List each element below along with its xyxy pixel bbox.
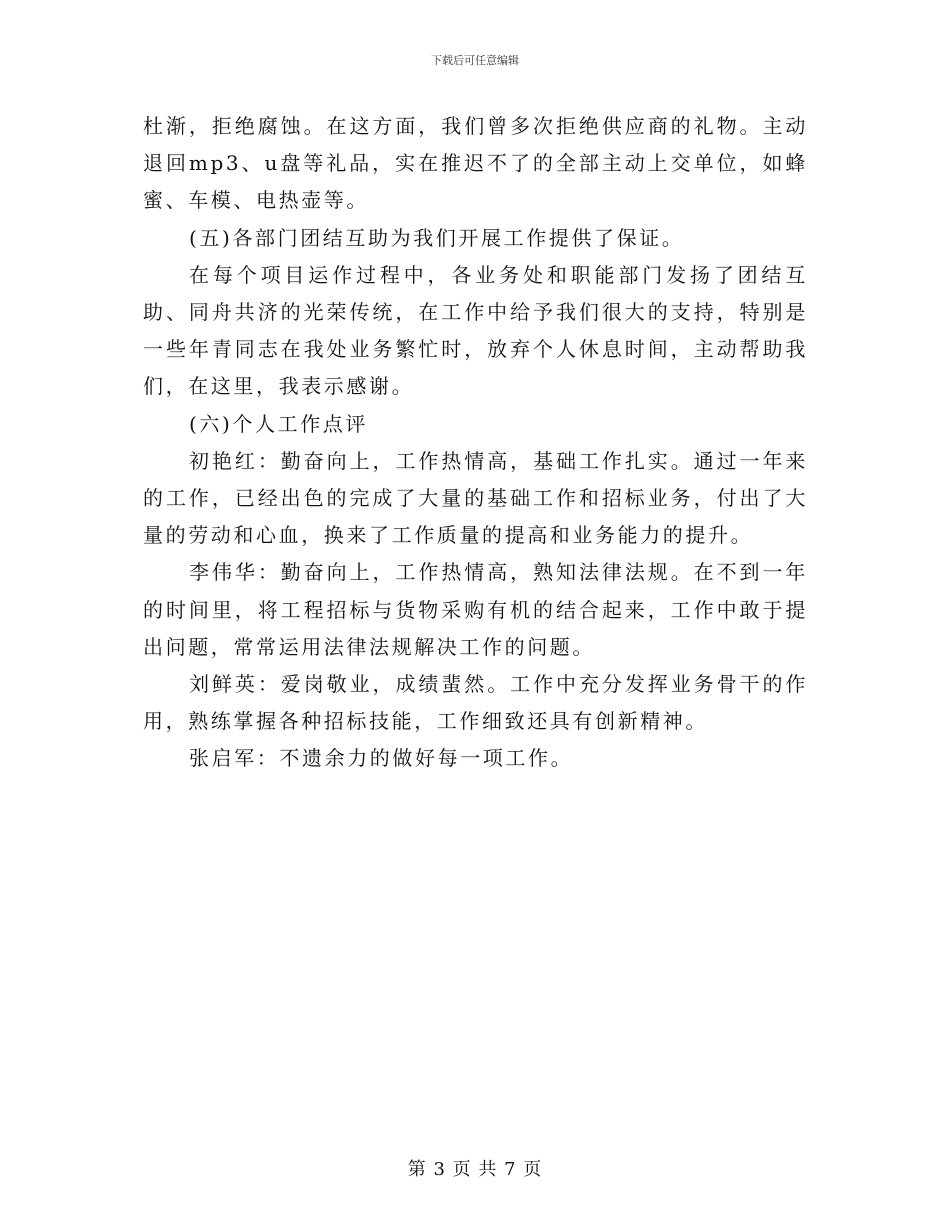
section-heading-six: (六)个人工作点评	[189, 411, 369, 436]
document-body	[143, 108, 808, 778]
paragraph-review-li: 李伟华：勤奋向上，工作热情高，熟知法律法规。在不到一年的时间里，将工程招标与货物采购有机的结合起来，工作中敢于提出问题，常常运用法律法规解决工作的问题。	[143, 560, 808, 659]
paragraph-review-chu: 初艳红：勤奋向上，工作热情高，基础工作扎实。通过一年来的工作，已经出色的完成了大量的基础工作和招标业务，付出了大量的劳动和心血，换来了工作质量的提高和业务能力的提升。	[143, 448, 808, 548]
paragraph-review-liu: 刘鲜英：爱岗敬业，成绩蜚然。工作中充分发挥业务骨干的作用，熟练掌握各种招标技能，工作细致还具有创新精神。	[143, 672, 808, 734]
paragraph-teamwork: 在每个项目运作过程中，各业务处和职能部门发扬了团结互助、同舟共济的光荣传统，在工作中给予我们很大的支持，特别是一些年青同志在我处业务繁忙时，放弃个人休息时间，主动帮助我们，在这里，我表示感谢。	[143, 262, 808, 399]
section-heading-five: (五)各部门团结互助为我们开展工作提供了保证。	[189, 225, 685, 250]
page-number: 第 3 页 共 7 页	[407, 1159, 543, 1180]
page-header-note: 下载后可任意编辑	[431, 54, 519, 67]
paragraph-review-zhang: 张启军：不遗余力的做好每一项工作。	[189, 746, 574, 771]
paragraph-continuation: 杜渐，拒绝腐蚀。在这方面，我们曾多次拒绝供应商的礼物。主动退回mp3、u盘等礼品，实在推迟不了的全部主动上交单位，如蜂蜜、车模、电热壶等。	[143, 114, 808, 213]
